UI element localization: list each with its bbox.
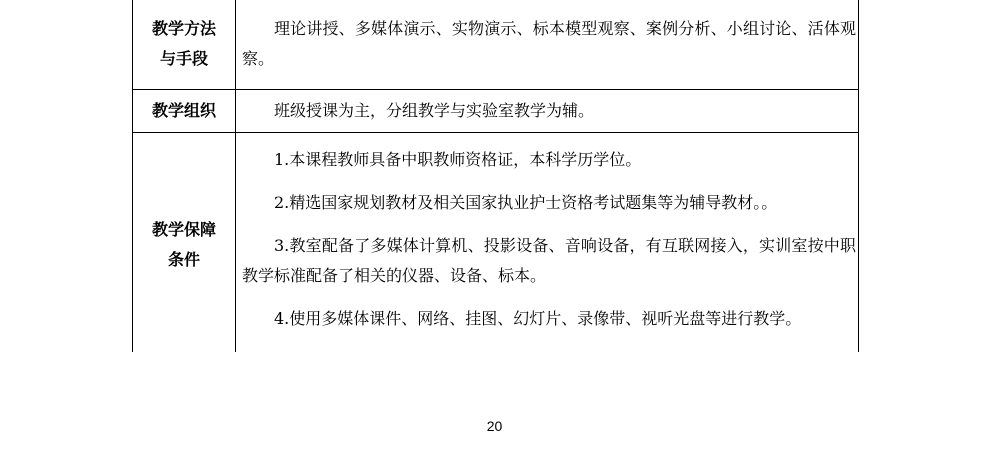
course-info-table	[132, 0, 859, 368]
paragraph: 1.本课程教师具备中职教师资格证，本科学历学位。	[274, 150, 642, 169]
paragraph: 2.精选国家规划教材及相关国家执业护士资格考试题集等为辅导教材。。	[274, 193, 778, 212]
paragraph: 理论讲授、多媒体演示、实物演示、标本模型观察、案例分析、小组讨论、活体观察。	[242, 19, 856, 68]
row-content-teaching-methods	[236, 0, 859, 90]
paragraph: 3.教室配备了多媒体计算机、投影设备、音响设备，有互联网接入，实训室按中职教学标准配备了相关的仪器、设备、标本。	[242, 236, 856, 285]
label-line: 教学组织	[151, 101, 216, 120]
row-label-teaching-support	[133, 133, 236, 368]
label-line: 教学方法	[151, 19, 216, 38]
page-number: 20	[486, 418, 503, 434]
label-line: 与手段	[159, 49, 208, 68]
page-margin	[0, 352, 989, 472]
paragraph: 班级授课为主，分组教学与实验室教学为辅。	[274, 101, 595, 120]
row-content-teaching-organization	[236, 90, 859, 133]
table-row	[133, 90, 859, 133]
paragraph: 4.使用多媒体课件、网络、挂图、幻灯片、录像带、视听光盘等进行教学。	[274, 309, 802, 328]
row-label-teaching-organization	[133, 90, 236, 133]
table-row	[133, 133, 859, 368]
row-content-teaching-support	[236, 133, 859, 368]
table-row	[133, 0, 859, 90]
label-line: 教学保障	[151, 220, 216, 239]
label-line: 条件	[167, 250, 200, 269]
row-label-teaching-methods	[133, 0, 236, 90]
